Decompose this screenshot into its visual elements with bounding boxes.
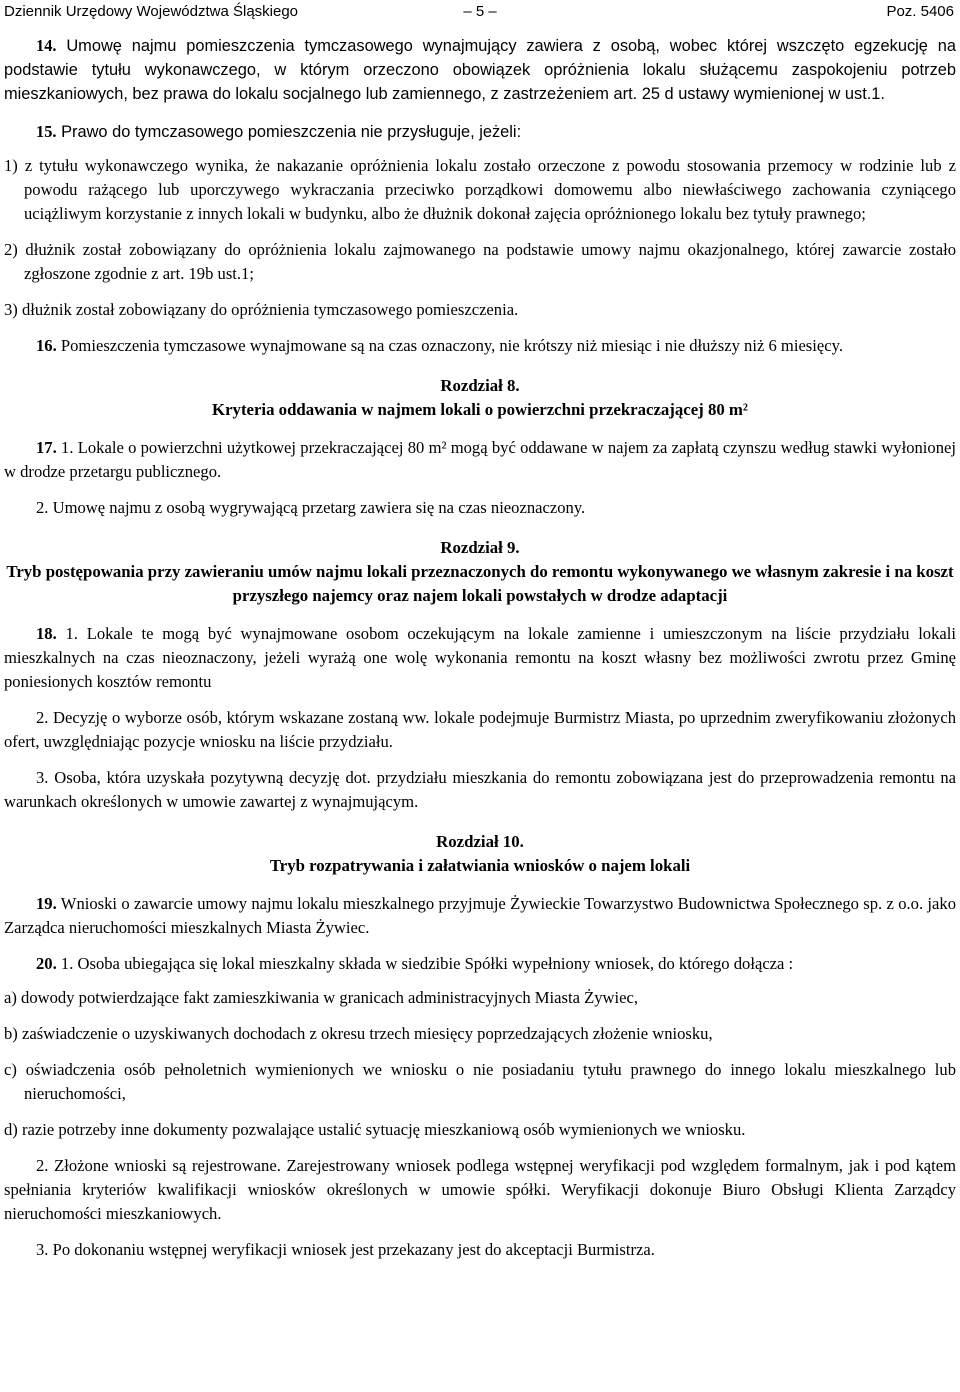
paragraph-text: Lokale te mogą być wynajmowane osobom oczekującym na lokale zamienne i umieszczonym na liście przydziału lokali mieszkalnych na czas nieoznaczony, jeżeli wyrażą one wolę wykonania remontu na koszt własny bez możliwości zwrotu przez Gminę poniesionych kosztów remontu bbox=[4, 624, 956, 691]
chapter-8-title: Rozdział 8. bbox=[440, 376, 520, 395]
section-20-paragraph-1 bbox=[4, 952, 956, 976]
chapter-10-subtitle: Tryb rozpatrywania i załatwiania wniosków o najem lokali bbox=[269, 856, 691, 875]
section-20-item-a: a) dowody potwierdzające fakt zamieszkiwania w granicach administracyjnych Miasta Żywiec, bbox=[4, 988, 638, 1007]
section-18-paragraph-1 bbox=[4, 622, 956, 694]
chapter-9-subtitle: Tryb postępowania przy zawieraniu umów najmu lokali przeznaczonych do remontu wykonywanego we własnym zakresie i na koszt przyszłego najemcy oraz najem lokali powstałych w drodze adaptacji bbox=[6, 562, 954, 605]
section-number: 20. bbox=[36, 954, 57, 973]
page-number: – 5 – bbox=[463, 3, 497, 20]
section-15 bbox=[4, 120, 956, 144]
document-body bbox=[4, 34, 956, 1262]
paragraph-number: 1. bbox=[60, 954, 74, 973]
section-18-paragraph-3: 3. Osoba, która uzyskała pozytywną decyzję dot. przydziału mieszkania do remontu zobowiązana jest do przeprowadzenia remontu na warunkach określonych w umowie zawartej z wynajmującym. bbox=[4, 768, 956, 811]
section-text: Prawo do tymczasowego pomieszczenia nie przysługuje, jeżeli: bbox=[61, 123, 522, 141]
section-number: 16. bbox=[36, 336, 57, 355]
journal-title: Dziennik Urzędowy Województwa Śląskiego bbox=[4, 3, 299, 20]
chapter-8-subtitle: Kryteria oddawania w najmem lokali o powierzchni przekraczającej 80 m² bbox=[212, 400, 748, 419]
paragraph-number: 1. bbox=[61, 438, 74, 457]
chapter-9-title: Rozdział 9. bbox=[440, 538, 520, 557]
section-number: 17. bbox=[36, 438, 57, 457]
section-number: 15. bbox=[36, 122, 57, 141]
section-number: 14. bbox=[36, 36, 57, 55]
section-17-paragraph-2: 2. Umowę najmu z osobą wygrywającą przetarg zawiera się na czas nieoznaczony. bbox=[36, 498, 586, 517]
section-20-paragraph-3: 3. Po dokonaniu wstępnej weryfikacji wniosek jest przekazany jest do akceptacji Burmistrza. bbox=[36, 1240, 655, 1259]
position-number: Poz. 5406 bbox=[886, 3, 954, 20]
paragraph-text: Lokale o powierzchni użytkowej przekraczającej 80 m² mogą być oddawane w najem za zapłatą czynszu według stawki wyłonionej w drodze przetargu publicznego. bbox=[4, 438, 956, 481]
section-16 bbox=[4, 334, 956, 358]
section-15-item-3: 3) dłużnik został zobowiązany do opróżnienia tymczasowego pomieszczenia. bbox=[4, 300, 519, 319]
section-17-paragraph-1 bbox=[4, 436, 956, 484]
section-14 bbox=[4, 34, 956, 106]
section-20-item-b: b) zaświadczenie o uzyskiwanych dochodach z okresu trzech miesięcy poprzedzających złożenie wniosku, bbox=[4, 1024, 713, 1043]
section-text: Umowę najmu pomieszczenia tymczasowego wynajmujący zawiera z osobą, wobec której wszczęto egzekucję na podstawie tytułu wykonawczego, w którym orzeczono obowiązek opróżnienia lokalu służącemu zaspokojeniu potrzeb mieszkaniowych, bez prawa do lokalu socjalnego lub zamiennego, z zastrzeżeniem art. 25 d ustawy wymienionej w ust.1. bbox=[4, 37, 956, 103]
page-header bbox=[0, 0, 960, 24]
section-20-item-c: c) oświadczenia osób pełnoletnich wymienionych we wniosku o nie posiadaniu tytułu prawnego do innego lokalu mieszkalnego lub nieruchomości, bbox=[4, 1060, 956, 1103]
chapter-10-title: Rozdział 10. bbox=[436, 832, 524, 851]
section-15-item-1: 1) z tytułu wykonawczego wynika, że nakazanie opróżnienia lokalu zostało orzeczone z powodu stosowania przemocy w rodzinie lub z powodu rażącego lub uporczywego wykraczania przeciwko porządkowi domowemu albo niewłaściwego zachowania czyniącego uciążliwym korzystanie z innych lokali w budynku, albo że dłużnik dokonał zajęcia opróżnionego lokalu bez tytuły prawnego; bbox=[4, 156, 956, 223]
paragraph-text: Osoba ubiegająca się lokal mieszkalny składa w siedzibie Spółki wypełniony wniosek, do którego dołącza : bbox=[77, 954, 794, 973]
section-20-item-d: d) razie potrzeby inne dokumenty pozwalające ustalić sytuację mieszkaniową osób wymienionych we wniosku. bbox=[4, 1120, 746, 1139]
section-text: Wnioski o zawarcie umowy najmu lokalu mieszkalnego przyjmuje Żywieckie Towarzystwo Budownictwa Społecznego sp. z o.o. jako Zarządca nieruchomości mieszkalnych Miasta Żywiec. bbox=[4, 894, 956, 937]
section-15-item-2: 2) dłużnik został zobowiązany do opróżnienia lokalu zajmowanego na podstawie umowy najmu okazjonalnego, której zawarcie zostało zgłoszone zgodnie z art. 19b ust.1; bbox=[4, 240, 956, 283]
section-number: 18. bbox=[36, 624, 57, 643]
section-20-paragraph-2: 2. Złożone wnioski są rejestrowane. Zarejestrowany wniosek podlega wstępnej weryfikacji pod względem formalnym, jak i pod kątem spełniania kryteriów kwalifikacji wniosków określonych w umowie spółki. Weryfikacji dokonuje Biuro Obsługi Klienta Zarządcy nieruchomości mieszkaniowych. bbox=[4, 1156, 956, 1223]
section-18-paragraph-2: 2. Decyzję o wyborze osób, którym wskazane zostaną ww. lokale podejmuje Burmistrz Miasta, po uprzednim zweryfikowaniu złożonych ofert, uwzględniając pozycje wniosku na liście przydziału. bbox=[4, 708, 956, 751]
section-text: Pomieszczenia tymczasowe wynajmowane są na czas oznaczony, nie krótszy niż miesiąc i nie dłuższy niż 6 miesięcy. bbox=[60, 336, 843, 355]
paragraph-number: 1. bbox=[65, 624, 78, 643]
section-19 bbox=[4, 892, 956, 940]
section-number: 19. bbox=[36, 894, 57, 913]
